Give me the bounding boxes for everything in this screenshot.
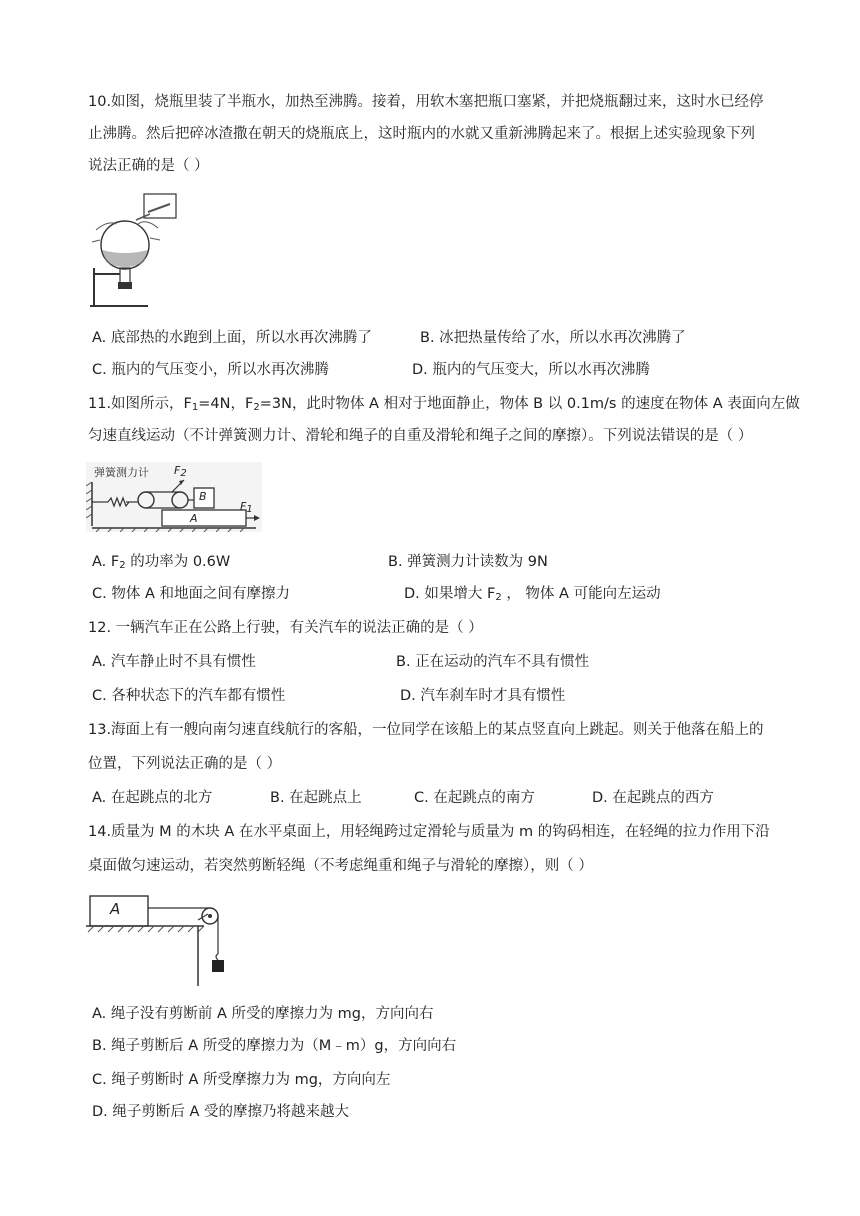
- q14-option-a[interactable]: A. 绳子没有剪断前 A 所受的摩擦力为 mg，方向向右: [92, 1006, 434, 1022]
- force-f2-label: $F_2$: [174, 464, 187, 479]
- q14-option-c[interactable]: C. 绳子剪断时 A 所受摩擦力为 mg，方向向左: [92, 1072, 391, 1088]
- q10-text-line1: 10.如图，烧瓶里装了半瓶水，加热至沸腾。接着，用软木塞把瓶口塞紧，并把烧瓶翻过来，这时水已经停: [88, 94, 764, 110]
- q12-option-d[interactable]: D. 汽车刹车时才具有惯性: [400, 688, 566, 704]
- q14-figure: [86, 892, 236, 988]
- q13-option-c[interactable]: C. 在起跳点的南方: [414, 790, 535, 806]
- q10-text-line3: 说法正确的是（ ）: [88, 158, 209, 174]
- q11-option-b[interactable]: B. 弹簧测力计读数为 9N: [388, 554, 548, 570]
- q11-text-line1: 11.如图所示，$F_1=4N$，$F_2=3N$，此时物体 A 相对于地面静止，物体 B 以 0.1m/s 的速度在物体 A 表面向左做: [88, 396, 800, 413]
- q10-option-b[interactable]: B. 冰把热量传给了水，所以水再次沸腾了: [420, 330, 686, 346]
- q11-option-a[interactable]: A. $F_2$ 的功率为 0.6W: [92, 554, 231, 571]
- q14-text-line1: 14.质量为 M 的木块 A 在水平桌面上，用轻绳跨过定滑轮与质量为 m 的钩码相连，在轻绳的拉力作用下沿: [88, 824, 770, 840]
- q13-text-line1: 13.海面上有一艘向南匀速直线航行的客船，一位同学在该船上的某点竖直向上跳起。则关于他落在船上的: [88, 722, 764, 738]
- spring-scale-label: 弹簧测力计: [94, 466, 149, 479]
- q10-option-d[interactable]: D. 瓶内的气压变大，所以水再次沸腾: [412, 362, 650, 378]
- q13-option-a[interactable]: A. 在起跳点的北方: [92, 790, 213, 806]
- q11-option-c[interactable]: C. 物体 A 和地面之间有摩擦力: [92, 586, 290, 602]
- q12-option-c[interactable]: C. 各种状态下的汽车都有惯性: [92, 688, 286, 704]
- q10-option-c[interactable]: C. 瓶内的气压变小，所以水再次沸腾: [92, 362, 329, 378]
- q10-flask-figure: [88, 190, 180, 310]
- block-a-label: A: [110, 900, 121, 918]
- q11-text-line2: 匀速直线运动（不计弹簧测力计、滑轮和绳子的自重及滑轮和绳子之间的摩擦）。下列说法错误的是（ ）: [88, 428, 753, 444]
- q13-option-b[interactable]: B. 在起跳点上: [270, 790, 362, 806]
- q10-text-line2: 止沸腾。然后把碎冰渣撒在朝天的烧瓶底上，这时瓶内的水就又重新沸腾起来了。根据上述实验现象下列: [88, 126, 755, 142]
- q11-option-d[interactable]: D. 如果增大 $F_2$ ， 物体 A 可能向左运动: [404, 586, 661, 603]
- q14-text-line2: 桌面做匀速运动，若突然剪断轻绳（不考虑绳重和绳子与滑轮的摩擦），则（ ）: [88, 858, 593, 874]
- q11-figure: [86, 462, 262, 532]
- q12-text-line1: 12. 一辆汽车正在公路上行驶，有关汽车的说法正确的是（ ）: [88, 620, 483, 636]
- q12-option-b[interactable]: B. 正在运动的汽车不具有惯性: [396, 654, 590, 670]
- q13-option-d[interactable]: D. 在起跳点的西方: [592, 790, 714, 806]
- force-f1-label: $F_1$: [240, 500, 253, 515]
- block-b-label: B: [199, 490, 207, 503]
- q12-option-a[interactable]: A. 汽车静止时不具有惯性: [92, 654, 256, 670]
- q10-option-a[interactable]: A. 底部热的水跑到上面，所以水再次沸腾了: [92, 330, 372, 346]
- q13-text-line2: 位置，下列说法正确的是（ ）: [88, 756, 282, 772]
- q14-option-d[interactable]: D. 绳子剪断后 A 受的摩擦乃将越来越大: [92, 1104, 350, 1120]
- block-a-label: A: [190, 512, 198, 525]
- q14-option-b[interactable]: B. 绳子剪断后 A 所受的摩擦力为（M﹣m）g，方向向右: [92, 1038, 457, 1054]
